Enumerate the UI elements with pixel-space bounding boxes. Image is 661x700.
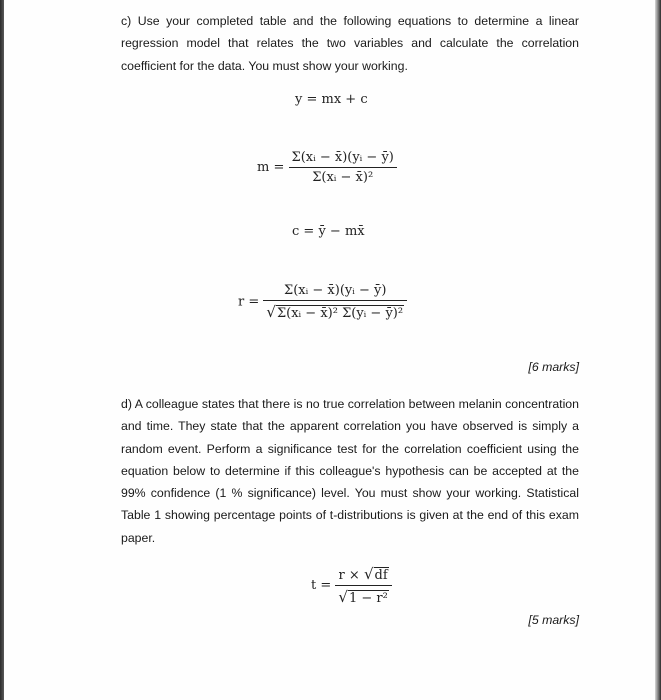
equation-correlation-denominator	[263, 300, 407, 321]
equation-correlation-fraction	[263, 283, 407, 321]
question-d-marks: [5 marks]	[528, 613, 579, 627]
question-c-text: c) Use your completed table and the following equations to determine a linear regression model that relates the two variables and calculate the correlation coefficient for the data. You must show your working.	[121, 14, 579, 73]
equation-slope-numerator: Σ(xᵢ − x̄)(yᵢ − ȳ)	[291, 150, 394, 165]
question-c-marks: [6 marks]	[528, 360, 579, 374]
square-root-sign: √df	[363, 565, 388, 583]
page-edge-right	[655, 0, 661, 700]
equation-correlation	[238, 283, 407, 321]
equation-correlation-label: r =	[238, 294, 260, 310]
question-d-text: d) A colleague states that there is no true correlation between melanin concentration and time. They state that the apparent correlation you have observed is simply a random event. Perform a significance test for the correlation coefficient using the equation below to determine if this colleague's hypothesis can be accepted at the 99% confidence (1 % significance) level. You must show your working. Statistical Table 1 showing percentage points of t-distributions is given at the end of this exam paper.	[121, 397, 579, 545]
equation-linear	[295, 92, 368, 107]
equation-linear-text: y = mx + c	[295, 92, 368, 107]
equation-slope	[257, 150, 397, 185]
equation-correlation-numerator: Σ(xᵢ − x̄)(yᵢ − ȳ)	[284, 283, 387, 298]
equation-intercept	[292, 224, 365, 239]
equation-t-numerator	[335, 565, 391, 585]
equation-slope-denominator: Σ(xᵢ − x̄)²	[289, 167, 397, 185]
equation-t-numerator-r: r ×	[338, 568, 360, 583]
equation-slope-label: m =	[257, 160, 285, 175]
square-root-sign: √1 − r²	[338, 588, 388, 606]
page-edge-left	[0, 0, 4, 700]
equation-t-statistic	[311, 565, 392, 606]
equation-t-label: t =	[311, 578, 332, 593]
equation-t-denominator-value: 1 − r²	[348, 591, 388, 606]
equation-intercept-text: c = ȳ − mx̄	[292, 224, 365, 239]
equation-t-fraction	[335, 565, 391, 606]
square-root-sign: √Σ(xᵢ − x̄)² Σ(yᵢ − ȳ)²	[266, 303, 404, 321]
equation-slope-fraction	[289, 150, 397, 185]
equation-correlation-radicand: Σ(xᵢ − x̄)² Σ(yᵢ − ȳ)²	[276, 306, 404, 321]
equation-t-numerator-df: df	[374, 568, 388, 583]
equation-t-denominator	[335, 585, 391, 606]
